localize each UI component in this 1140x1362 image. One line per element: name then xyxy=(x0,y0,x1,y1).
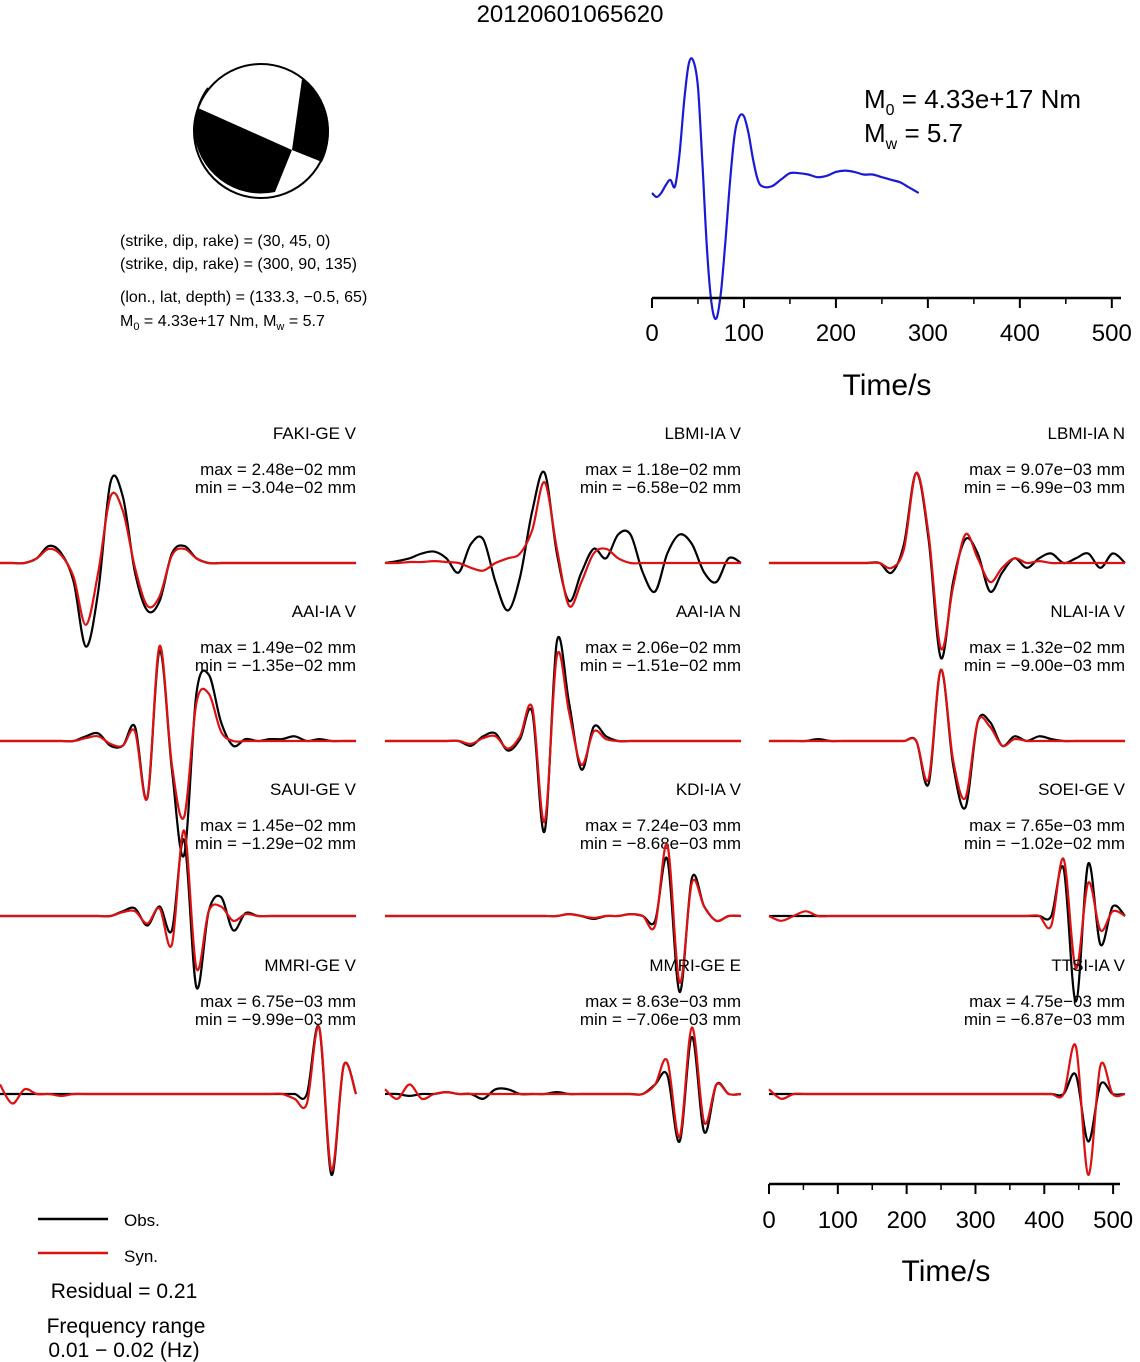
station-min: min = −1.51e−02 mm xyxy=(579,656,741,675)
station-panel xyxy=(0,956,357,1175)
station-name: FAKI-GE V xyxy=(272,424,356,443)
station-panel xyxy=(385,424,742,611)
station-name: LBMI-IA V xyxy=(664,424,741,443)
waveform-tick-label: 100 xyxy=(817,1207,858,1234)
station-name: NLAI-IA V xyxy=(1050,602,1125,621)
waveform-x-label: Time/s xyxy=(901,1255,991,1288)
station-max: max = 1.49e−02 mm xyxy=(200,638,356,657)
station-max: max = 2.06e−02 mm xyxy=(585,638,741,657)
station-max: max = 9.07e−03 mm xyxy=(969,460,1125,479)
station-min: min = −8.68e−03 mm xyxy=(579,834,741,853)
stf-tick-label: 100 xyxy=(723,320,764,347)
beachball-icon xyxy=(194,64,329,198)
station-name: MMRI-GE V xyxy=(264,956,356,975)
station-name: AAI-IA V xyxy=(291,602,356,621)
waveform-tick-label: 300 xyxy=(955,1207,996,1234)
synthetic-trace xyxy=(769,1044,1125,1175)
station-max: max = 8.63e−03 mm xyxy=(585,992,741,1011)
mechanism-moment-line: $M_0 = 4.33e+17$ Nm, $M_w = 5.7$ xyxy=(120,313,325,333)
stf-tick-label: 300 xyxy=(907,320,948,347)
station-name: SOEI-GE V xyxy=(1038,780,1125,799)
residual-label: Residual = 0.21 xyxy=(50,1280,198,1303)
mechanism-info xyxy=(120,233,367,333)
mechanism-line-3: (lon., lat, depth) = (133.3, −0.5, 65) xyxy=(120,289,368,306)
stf-x-label: Time/s xyxy=(842,369,932,402)
station-min: min = −7.06e−03 mm xyxy=(579,1010,741,1029)
waveform-tick-label: 400 xyxy=(1024,1207,1065,1234)
station-min: min = −9.00e−03 mm xyxy=(963,656,1125,675)
station-max: max = 1.32e−02 mm xyxy=(969,638,1125,657)
station-max: max = 1.18e−02 mm xyxy=(585,460,741,479)
stf-tick-label: 500 xyxy=(1091,320,1132,347)
station-name: LBMI-IA N xyxy=(1047,424,1125,443)
frequency-range-value: 0.01 − 0.02 (Hz) xyxy=(48,1339,200,1362)
station-min: min = −6.58e−02 mm xyxy=(579,478,741,497)
station-max: max = 2.48e−02 mm xyxy=(200,460,356,479)
station-name: AAI-IA N xyxy=(675,602,741,621)
figure-title: 20120601065620 xyxy=(476,1,664,28)
station-panel xyxy=(769,956,1126,1175)
station-max: max = 7.65e−03 mm xyxy=(969,816,1125,835)
station-max: max = 7.24e−03 mm xyxy=(585,816,741,835)
station-min: min = −3.04e−02 mm xyxy=(194,478,356,497)
station-panel xyxy=(385,956,741,1142)
synthetic-trace xyxy=(385,1027,741,1137)
waveform-x-axis xyxy=(762,1184,1133,1234)
station-panel xyxy=(769,424,1125,659)
station-min: min = −9.99e−03 mm xyxy=(194,1010,356,1029)
station-name: SAUI-GE V xyxy=(270,780,356,799)
station-max: max = 1.45e−02 mm xyxy=(200,816,356,835)
observed-trace xyxy=(0,1026,356,1175)
station-max: max = 4.75e−03 mm xyxy=(969,992,1125,1011)
waveform-tick-label: 200 xyxy=(886,1207,927,1234)
stf-tick-label: 0 xyxy=(645,320,659,347)
station-name: MMRI-GE E xyxy=(649,956,741,975)
synthetic-trace xyxy=(385,482,741,607)
station-min: min = −1.29e−02 mm xyxy=(194,834,356,853)
station-name: KDI-IA V xyxy=(675,780,741,799)
station-min: min = −6.99e−03 mm xyxy=(963,478,1125,497)
frequency-range-label: Frequency range xyxy=(46,1315,206,1338)
waveform-tick-label: 500 xyxy=(1093,1207,1134,1234)
observed-trace xyxy=(769,1073,1125,1141)
stf-m0-label: $M_0 = 4.33e+17$ Nm xyxy=(864,84,1082,119)
mechanism-line-1: (strike, dip, rake) = (30, 45, 0) xyxy=(120,233,331,250)
stf-mw-label: $M_w = 5.7$ xyxy=(864,118,964,153)
stf-tick-label: 200 xyxy=(815,320,856,347)
legend-obs-label: Obs. xyxy=(124,1211,160,1230)
waveform-tick-label: 0 xyxy=(762,1207,776,1234)
stf-panel xyxy=(645,58,1132,402)
station-name: TTSI-IA V xyxy=(1051,956,1125,975)
legend-syn-label: Syn. xyxy=(124,1247,159,1266)
station-traces xyxy=(0,424,1126,1175)
legend xyxy=(38,1211,160,1266)
station-min: min = −6.87e−03 mm xyxy=(963,1010,1125,1029)
stf-tick-label: 400 xyxy=(999,320,1040,347)
station-min: min = −1.35e−02 mm xyxy=(194,656,356,675)
station-min: min = −1.02e−02 mm xyxy=(963,834,1125,853)
station-max: max = 6.75e−03 mm xyxy=(200,992,356,1011)
mechanism-line-2: (strike, dip, rake) = (300, 90, 135) xyxy=(120,256,357,273)
